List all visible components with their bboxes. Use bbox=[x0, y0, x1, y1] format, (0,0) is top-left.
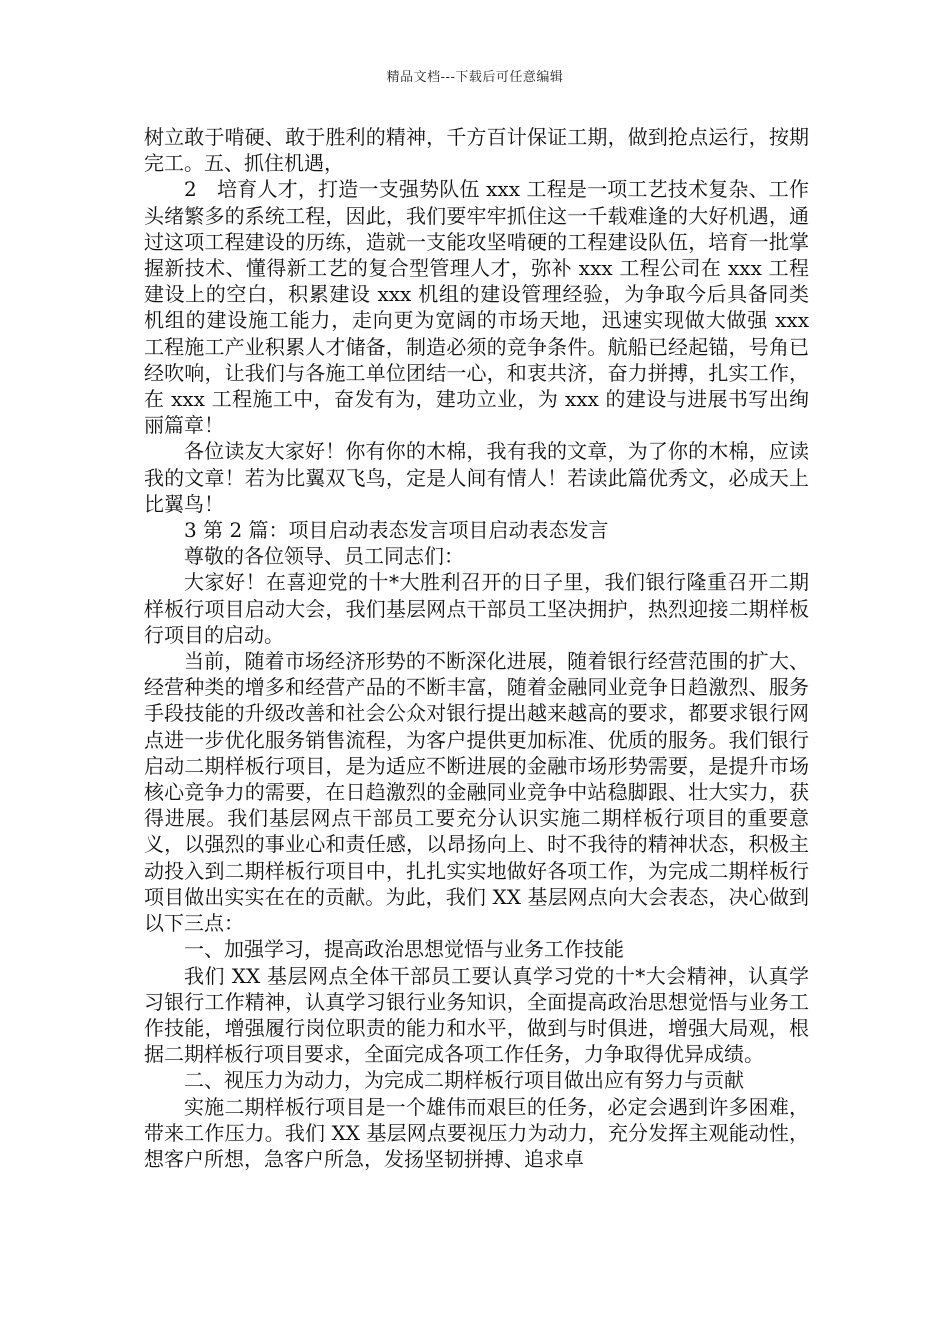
paragraph: 二、视压力为动力，为完成二期样板行项目做出应有努力与贡献 bbox=[184, 1068, 744, 1093]
document-body bbox=[144, 124, 809, 1172]
page-header: 精品文档---下载后可任意编辑 bbox=[386, 70, 564, 85]
paragraph: 3 第 2 篇：项目启动表态发言项目启动表态发言 bbox=[184, 518, 609, 543]
paragraph: 当前，随着市场经济形势的不断深化进展，随着银行经营范围的扩大、经营种类的增多和经营产品的不断丰富，随着金融同业竞争日趋激烈、服务手段技能的升级改善和社会公众对银行提出越来越高的要求，都要求银行网点进一步优化服务销售流程，为客户提供更加标准、优质的服务。我们银行启动二期样板行项目，是为适应不断进展的金融市场形势需要，是提升市场核心竞争力的需要，在日趋激烈的金融同业竞争中站稳脚跟、壮大实力，获得进展。我们基层网点干部员工要充分认识实施二期样板行项目的重要意义，以强烈的事业心和责任感，以昂扬向上、时不我待的精神状态，积极主动投入到二期样板行项目中，扎扎实实地做好各项工作，为完成二期样板行项目做出实实在在的贡献。为此，我们 XX 基层网点向大会表态，决心做到以下三点： bbox=[144, 649, 809, 936]
paragraph: 实施二期样板行项目是一个雄伟而艰巨的任务，必定会遇到许多困难，带来工作压力。我们 XX 基层网点要视压力为动力，充分发挥主观能动性，想客户所想，急客户所急，发扬坚韧拼搏、追求卓 bbox=[144, 1094, 809, 1171]
paragraph: 树立敢于啃硬、敢于胜利的精神，千方百计保证工期，做到抢点运行，按期完工。五、抓住机遇， bbox=[144, 125, 809, 176]
paragraph: 各位读友大家好！你有你的木棉，我有我的文章，为了你的木棉，应读我的文章！若为比翼双飞鸟，定是人间有情人！若读此篇优秀文，必成天上比翼鸟！ bbox=[144, 439, 809, 516]
paragraph: 大家好！在喜迎党的十*大胜利召开的日子里，我们银行隆重召开二期样板行项目启动大会，我们基层网点干部员工坚决拥护，热烈迎接二期样板行项目的启动。 bbox=[144, 570, 809, 647]
paragraph: 尊敬的各位领导、员工同志们： bbox=[184, 544, 464, 569]
paragraph: 一、加强学习，提高政治思想觉悟与业务工作技能 bbox=[184, 937, 624, 962]
paragraph: 我们 XX 基层网点全体干部员工要认真学习党的十*大会精神，认真学习银行工作精神，认真学习银行业务知识，全面提高政治思想觉悟与业务工作技能，增强履行岗位职责的能力和水平，做到与时俱进，增强大局观，根据二期样板行项目要求，全面完成各项工作任务，力争取得优异成绩。 bbox=[144, 963, 809, 1067]
paragraph: 2 培育人才，打造一支强势队伍 xxx 工程是一项工艺技术复杂、工作头绪繁多的系统工程，因此，我们要牢牢抓住这一千载难逢的大好机遇，通过这项工程建设的历练，造就一支能攻坚啃硬的工程建设队伍，培育一批掌握新技术、懂得新工艺的复合型管理人才，弥补 xxx 工程公司在 xxx 工程建设上的空白，积累建设 xxx 机组的建设管理经验，为争取今后具备同类机组的建设施工能力，走向更为宽阔的市场天地，迅速实现做大做强 xxx 工程施工产业积累人才储备，制造必须的竞争条件。航船已经起锚，号角已经吹响，让我们与各施工单位团结一心，和衷共济，奋力拼搏，扎实工作，在 xxx 工程施工中，奋发有为，建功立业，为 xxx 的建设与进展书写出绚丽篇章！ bbox=[144, 177, 809, 438]
